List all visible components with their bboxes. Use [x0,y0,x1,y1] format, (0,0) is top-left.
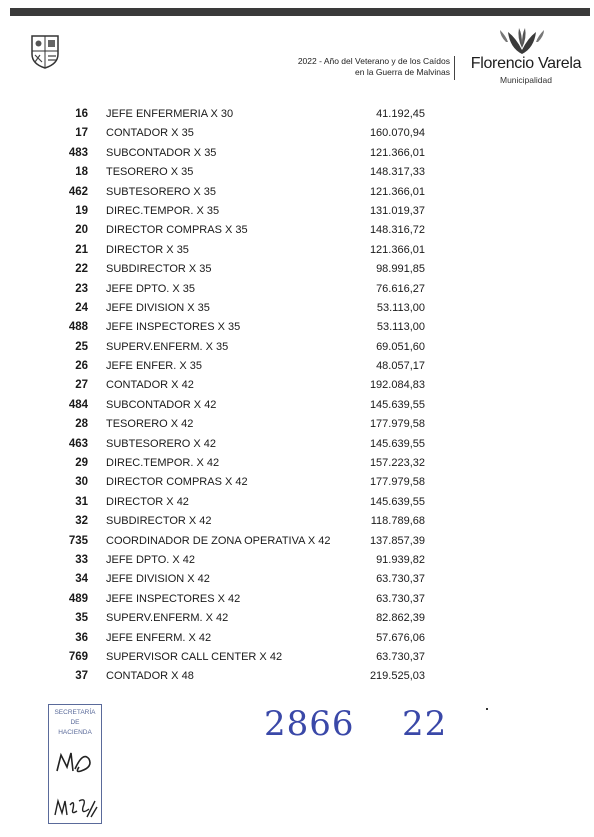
table-row [0,435,594,454]
slogan-line-1: 2022 - Año del Veterano y de los Caídos [297,56,450,66]
table-row [0,338,594,357]
slogan-line-2: en la Guerra de Malvinas [355,67,450,77]
row-amount: 53.113,00 [376,301,425,314]
table-row [0,299,594,318]
row-description: JEFE ENFERMERIA X 30 [106,108,234,120]
table-row [0,396,594,415]
row-amount: 192.084,83 [369,379,425,392]
row-amount: 63.730,37 [376,650,425,663]
row-code: 33 [75,553,88,566]
row-amount: 148.316,72 [369,224,425,237]
row-amount: 63.730,37 [376,573,425,586]
row-description: JEFE DPTO. X 35 [106,282,196,295]
row-description: JEFE ENFER. X 35 [106,360,202,373]
row-description: SUPERVISOR CALL CENTER X 42 [106,650,283,663]
row-amount: 53.113,00 [376,321,425,334]
row-description: SUBTESORERO X 42 [106,437,217,450]
signature-initials-icon [53,745,97,779]
row-description: JEFE DPTO. X 42 [106,553,196,566]
row-code: 19 [75,204,88,217]
row-amount: 121.366,01 [369,243,425,256]
row-code: 483 [68,146,88,159]
stamp-line-2: DE [70,719,80,726]
row-amount: 121.366,01 [369,185,425,198]
row-description: CONTADOR X 35 [106,127,194,140]
row-amount: 177.979,58 [369,418,425,431]
row-description: SUBCONTADOR X 42 [106,398,217,411]
row-code: 16 [75,108,88,120]
row-code: 462 [68,185,88,198]
row-amount: 145.639,55 [369,495,425,508]
table-row [0,144,594,163]
row-code: 21 [75,243,88,256]
row-description: JEFE INSPECTORES X 42 [106,592,241,605]
top-scan-bar [10,8,590,16]
handwritten-year: 22 [402,704,448,744]
row-amount: 157.223,32 [369,457,425,470]
brand-name: Florencio Varela [470,55,582,72]
row-description: CONTADOR X 48 [106,670,194,683]
table-row [0,648,594,667]
row-amount: 57.676,06 [376,631,425,644]
row-code: 23 [75,282,88,295]
row-code: 488 [68,321,88,334]
row-code: 463 [68,437,88,450]
row-code: 484 [68,398,88,411]
table-row [0,221,594,240]
row-amount: 160.070,94 [369,127,425,140]
table-row [0,570,594,589]
row-code: 735 [68,534,88,547]
row-description: SUPERV.ENFERM. X 42 [106,612,229,625]
row-code: 26 [75,360,88,373]
brand-subtitle: Municipalidad [500,75,552,85]
row-description: JEFE DIVISION X 35 [106,301,210,314]
row-amount: 63.730,37 [376,592,425,605]
stamp-text [49,708,101,738]
header-divider [454,56,455,80]
row-description: DIREC.TEMPOR. X 35 [106,204,220,217]
table-row [0,590,594,609]
row-code: 37 [75,670,88,683]
row-amount: 145.639,55 [369,437,425,450]
signature-scribble-icon [51,793,99,821]
salary-table [0,105,594,687]
table-row [0,532,594,551]
table-row [0,318,594,337]
row-description: SUBDIRECTOR X 42 [106,515,212,528]
row-amount: 82.862,39 [376,612,425,625]
municipal-flower-logo-icon [496,26,548,56]
table-row [0,415,594,434]
row-amount: 98.991,85 [376,263,425,276]
row-code: 22 [75,263,88,276]
row-description: TESORERO X 35 [106,166,194,179]
row-amount: 219.525,03 [369,670,425,683]
row-amount: 145.639,55 [369,398,425,411]
row-code: 18 [75,166,88,179]
table-row [0,280,594,299]
table-row [0,512,594,531]
table-row [0,629,594,648]
row-description: SUBDIRECTOR X 35 [106,263,212,276]
table-row [0,551,594,570]
row-amount: 137.857,39 [369,534,425,547]
coat-of-arms-icon [30,34,60,70]
row-code: 32 [75,515,88,528]
ink-dot [486,708,488,710]
row-code: 20 [75,224,88,237]
row-code: 31 [75,495,88,508]
table-row [0,493,594,512]
row-description: JEFE ENFERM. X 42 [106,631,212,644]
row-amount: 131.019,37 [369,204,425,217]
table-row [0,202,594,221]
stamp-line-1: SECRETARÍA [54,709,96,716]
row-description: COORDINADOR DE ZONA OPERATIVA X 42 [106,534,331,547]
row-description: DIRECTOR COMPRAS X 42 [106,476,248,489]
row-amount: 41.192,45 [376,108,425,120]
table-row [0,260,594,279]
table-row [0,667,594,686]
hacienda-stamp [48,704,102,824]
row-amount: 91.939,82 [376,553,425,566]
row-code: 35 [75,612,88,625]
row-description: JEFE DIVISION X 42 [106,573,210,586]
row-code: 17 [75,127,88,140]
table-row [0,241,594,260]
table-row [0,609,594,628]
row-code: 29 [75,457,88,470]
row-code: 24 [75,301,88,314]
row-description: DIRECTOR X 42 [106,495,189,508]
row-code: 769 [68,650,88,663]
row-amount: 69.051,60 [376,340,425,353]
row-code: 36 [75,631,88,644]
row-amount: 177.979,58 [369,476,425,489]
row-amount: 76.616,27 [376,282,425,295]
row-amount: 118.789,68 [370,515,425,528]
row-description: CONTADOR X 42 [106,379,194,392]
row-code: 28 [75,418,88,431]
row-code: 30 [75,476,88,489]
row-description: SUBCONTADOR X 35 [106,146,217,159]
handwritten-number: 2866 [264,704,355,744]
table-row [0,473,594,492]
row-code: 489 [68,592,88,605]
row-description: SUPERV.ENFERM. X 35 [106,340,229,353]
table-row [0,105,594,124]
row-description: SUBTESORERO X 35 [106,185,217,198]
row-amount: 148.317,33 [369,166,425,179]
row-amount: 48.057,17 [376,360,425,373]
table-row [0,163,594,182]
row-code: 25 [75,340,88,353]
table-row [0,357,594,376]
stamp-line-3: HACIENDA [58,729,92,736]
row-description: TESORERO X 42 [106,418,194,431]
row-description: DIRECTOR COMPRAS X 35 [106,224,248,237]
table-row [0,376,594,395]
table-row [0,454,594,473]
table-row [0,183,594,202]
row-amount: 121.366,01 [369,146,425,159]
row-code: 27 [75,379,88,392]
row-description: DIREC.TEMPOR. X 42 [106,457,220,470]
row-description: DIRECTOR X 35 [106,243,189,256]
header-slogan [200,56,450,78]
row-description: JEFE INSPECTORES X 35 [106,321,241,334]
row-code: 34 [75,573,88,586]
table-row [0,124,594,143]
